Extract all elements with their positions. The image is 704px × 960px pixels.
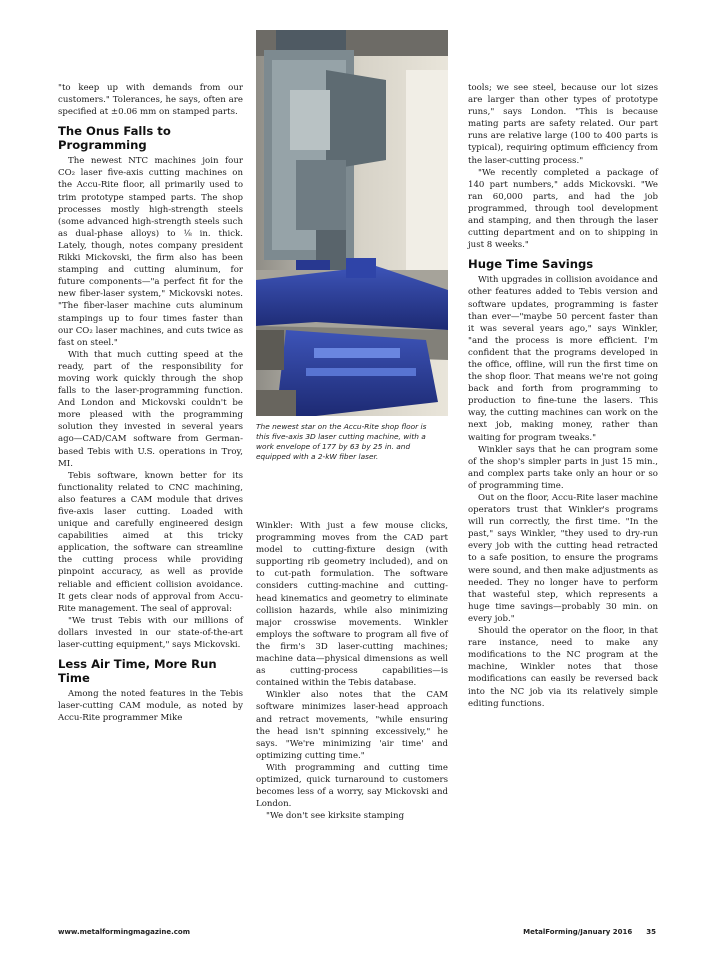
photo-caption: The newest star on the Accu-Rite shop floor is this five-axis 3D laser cutting machine, with a work envelope of 177 by 63 by 25 in. and equipped with a 2-kW fiber laser.	[256, 422, 427, 461]
section-heading-programming: The Onus Falls to Programming	[58, 124, 171, 153]
body-paragraph: Winkler says that he can program some of the shop's simpler parts in just 15 min., and complex parts take only an hour or so of programming time.	[468, 444, 658, 491]
body-paragraph: With that much cutting speed at the ready, part of the responsibility for moving work quickly through the shop falls to the laser-programming function. And London and Mickovski couldn't be more pleased with the programming solution they invested in several years ago—CAD/CAM software from German-based Tebis with U.S. operations in Troy, MI.	[58, 349, 243, 469]
article-column-1	[58, 82, 243, 724]
section-heading-air-time: Less Air Time, More Run Time	[58, 657, 217, 686]
body-paragraph: Out on the floor, Accu-Rite laser machine operators trust that Winkler's programs will run correctly, the first time. "In the past," says Winkler, "they used to dry-run every job with the cutting head retracted to a safe position, to ensure the programs were sound, and then make adjustments as needed. They no longer have to perform that wasteful step, which represents a huge time savings—probably 30 min. on every job."	[468, 493, 658, 624]
section-heading-time-savings: Huge Time Savings	[468, 257, 594, 272]
body-paragraph: Tebis software, known better for its functionality related to CNC machining, also features a CAM module that drives five-axis laser cutting. Loaded with unique and carefully engineered design capabilities aimed at this tricky application, the software can streamline the cutting process while providing pinpoint accuracy, as well as provide reliable and efficient collision avoidance. It gets clear nods of approval from Accu-Rite management. The seal of approval:	[58, 470, 243, 614]
article-column-3	[468, 82, 658, 710]
body-paragraph: The newest NTC machines join four CO₂ laser five-axis cutting machines on the Accu-Rite floor, all primarily used to trim prototype stamped parts. The shop processes mostly high-strength steels (some advanced high-strength steels such as dual-phase alloys) to ⅛ in. thick. Lately, though, notes company president Rikki Mickovski, the firm also has been stamping and cutting aluminum, for future components—"a perfect fit for the new fiber-laser system," Mickovski notes. "The fiber-laser machine cuts aluminum stampings up to four times faster than our CO₂ laser machines, and cuts twice as fast on steel."	[58, 156, 243, 348]
body-paragraph: Among the noted features in the Tebis laser-cutting CAM module, as noted by Accu-Rite programmer Mike	[58, 689, 243, 724]
footer-website: www.metalformingmagazine.com	[58, 928, 190, 936]
article-column-2	[256, 520, 448, 822]
body-paragraph: With programming and cutting time optimized, quick turnaround to customers becomes less of a worry, say Mickovski and London.	[256, 762, 448, 810]
body-paragraph: Winkler also notes that the CAM software minimizes laser-head approach and retract movements, "while ensuring the head isn't spinning excessively," he says. "We're minimizing 'air time' and optimizing cutting time."	[256, 690, 448, 761]
page-number: 35	[646, 928, 656, 936]
body-paragraph: "We don't see kirksite stamping	[266, 811, 405, 822]
body-paragraph: With upgrades in collision avoidance and other features added to Tebis version and software updates, programming is faster than ever—"maybe 50 percent faster than it was several years ago," says Winkler, "and the process is more efficient. I'm confident that the programs developed in the office, offline, will run the first time on the shop floor. That means we're not going back and forth from programming to production to fine-tune the lasers. This way, the cutting machines can work on the next job, making money, rather than waiting for program tweaks."	[468, 275, 658, 443]
body-paragraph: tools; we see steel, because our lot sizes are larger than other types of prototype runs," says London. "This is because mating parts are safety related. Our part runs are relative large (100 to 400 parts is typical), requiring optimum efficiency from the laser-cutting process."	[468, 83, 658, 166]
body-paragraph: Winkler: With just a few mouse clicks, programming moves from the CAD part model to cutting-fixture design (with supporting rib geometry included), and on to cut-path formulation. The software considers cutting-machine and cutting-head kinematics and geometry to eliminate collision hazards, while also minimizing major crosswise movements. Winkler employs the software to program all five of the firm's 3D laser-cutting machines; machine data—physical dimensions as well as cutting-process capabilities—is contained within the Tebis database.	[256, 521, 448, 689]
body-paragraph: "We recently completed a package of 140 part numbers," adds Mickovski. "We ran 60,000 parts, and had the job programmed, through tool development and stamping, and then through the laser cutting department and on to shipping in just 8 weeks."	[468, 167, 658, 251]
footer-issue: MetalForming/January 2016	[523, 928, 633, 936]
body-paragraph: Should the operator on the floor, in that rare instance, need to make any modifications to the NC program at the machine, Winkler notes that those modifications can easily be reversed back into the NC job via its relatively simple editing functions.	[468, 626, 658, 709]
laser-machine-photo	[256, 30, 448, 416]
body-paragraph: "We trust Tebis with our millions of dollars invested in our state-of-the-art laser-cutting equipment," says Mickovski.	[58, 615, 243, 651]
footer-issue-info	[523, 928, 656, 936]
body-paragraph: "to keep up with demands from our customers." Tolerances, he says, often are specified at ±0.06 mm on stamped parts.	[58, 83, 243, 118]
